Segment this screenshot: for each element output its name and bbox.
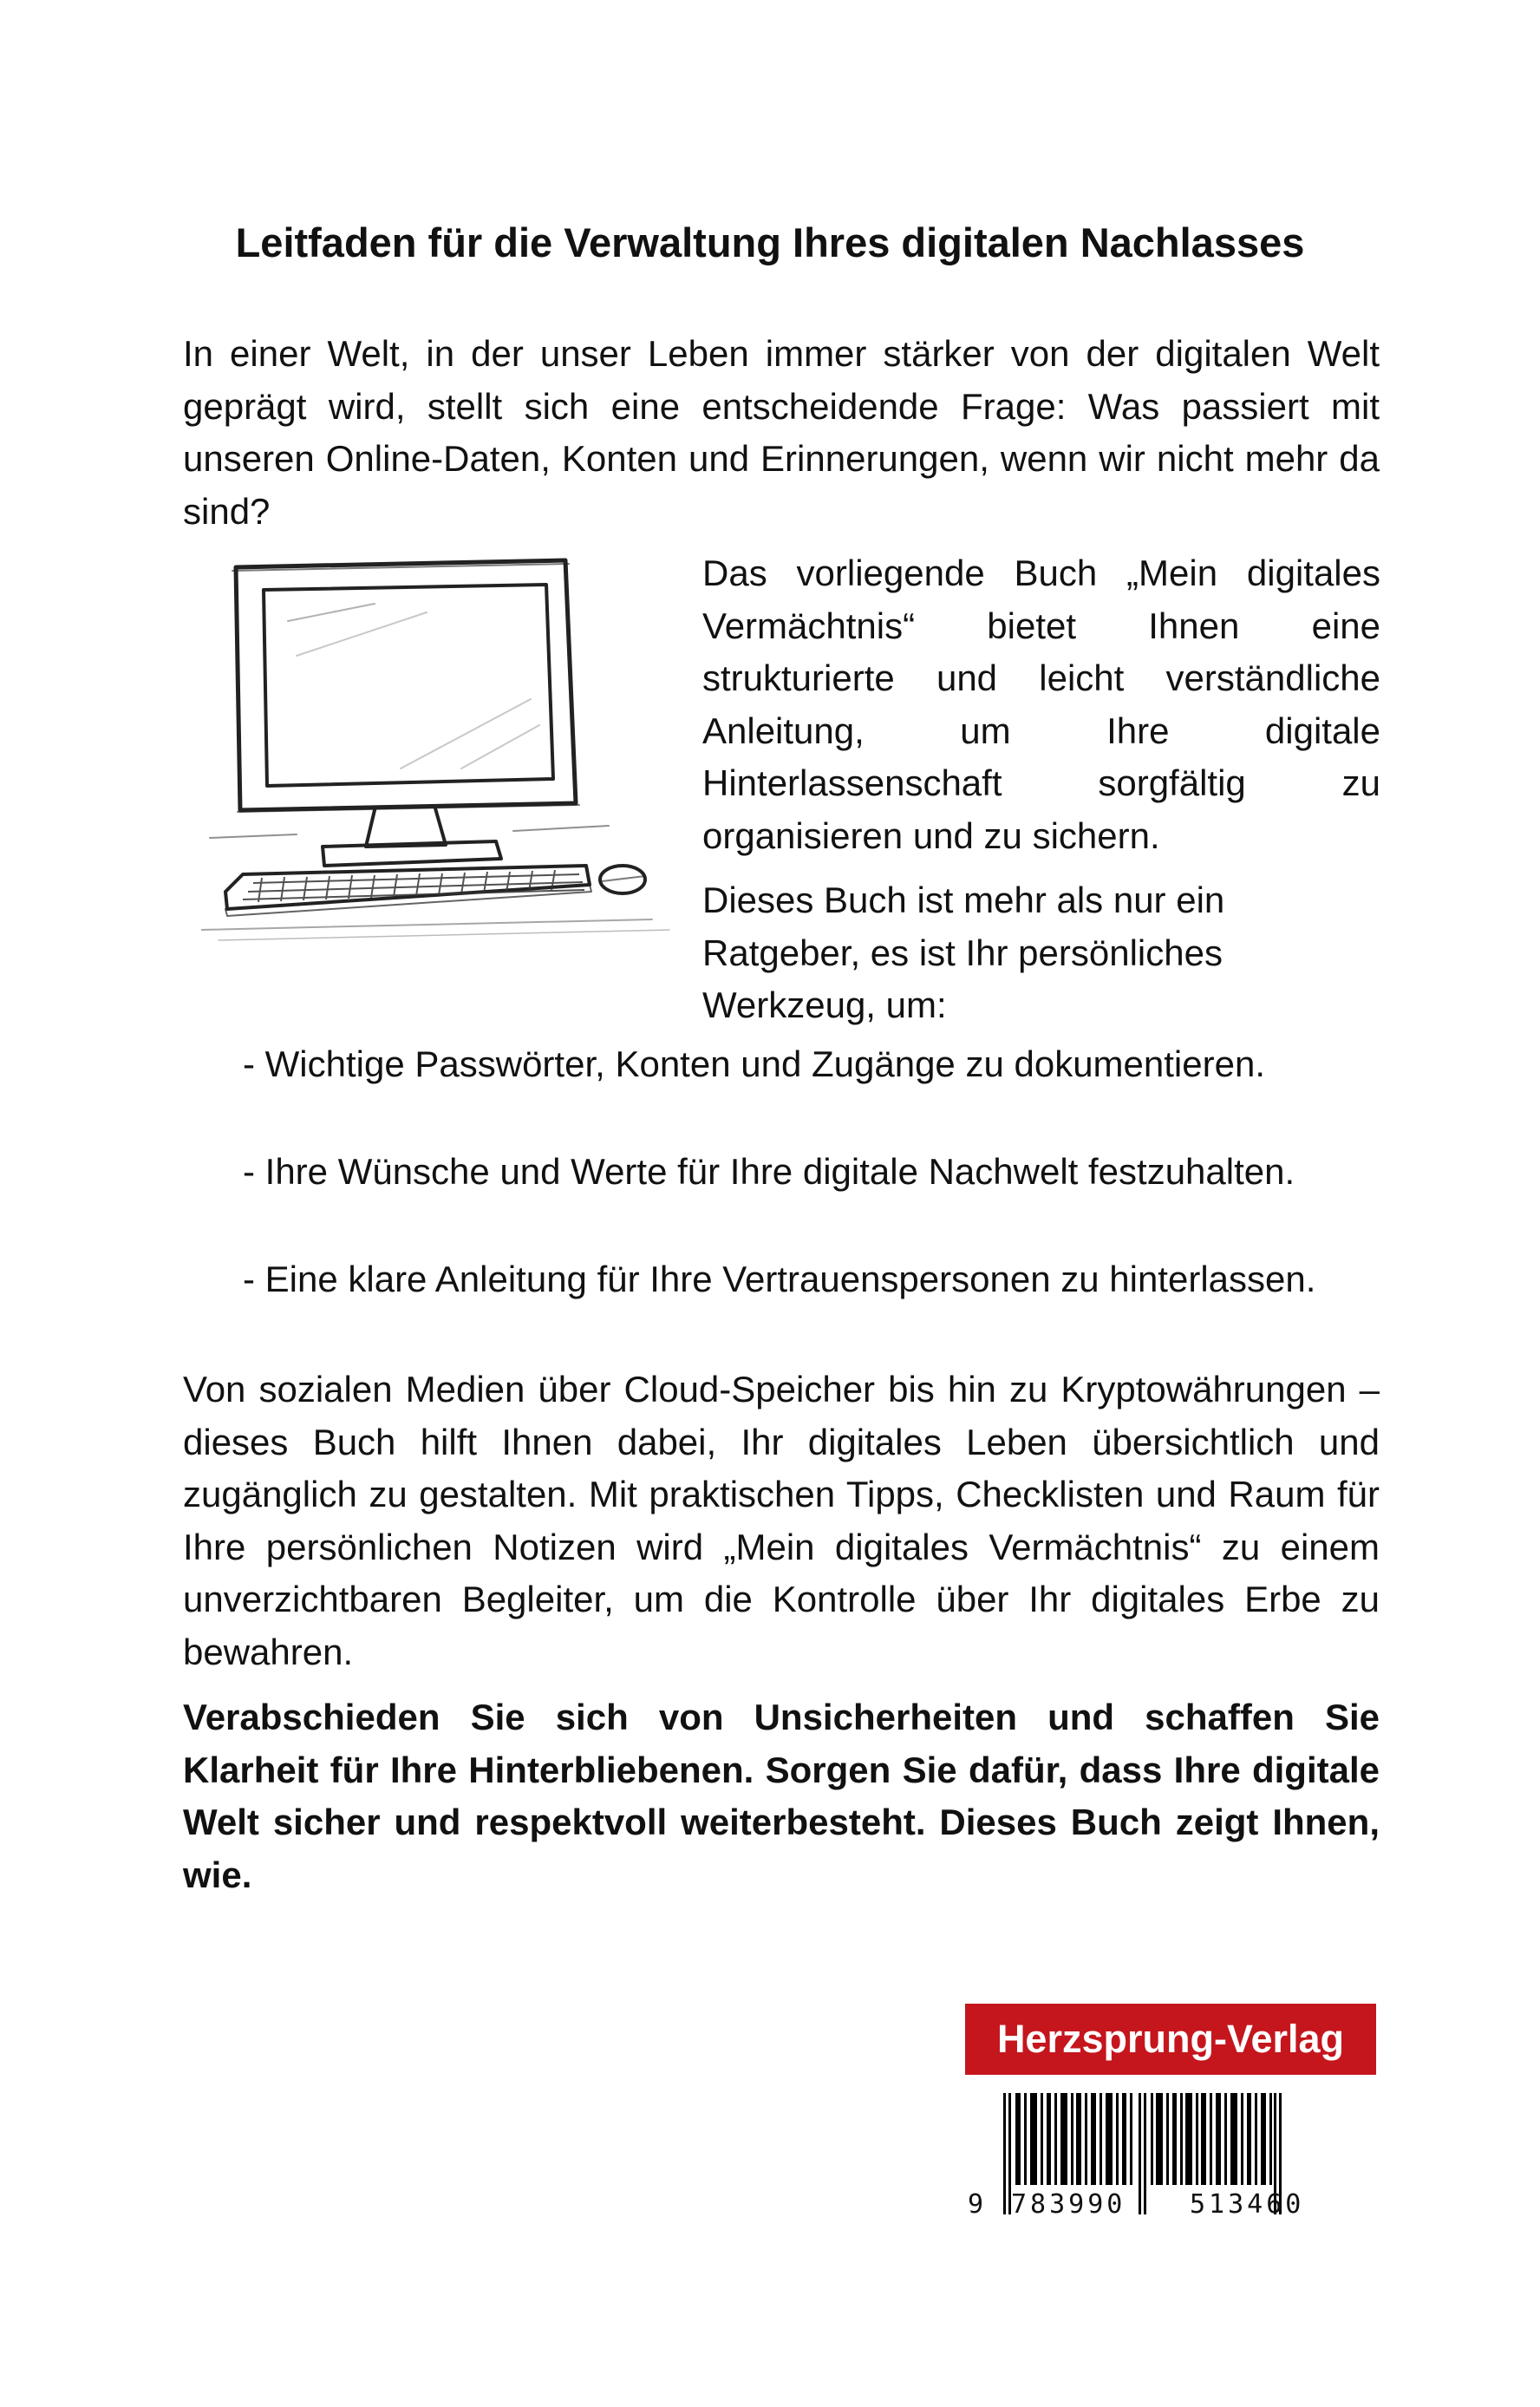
closing-paragraph: Verabschieden Sie sich von Unsicherheiten und schaffen Sie Klarheit für Ihre Hinterbliebenen. Sorgen Sie dafür, dass Ihre digitale Welt sicher und respektvoll weiterbesteht. Dieses Buch zeigt Ihnen, wie.: [183, 1697, 1380, 1895]
computer-sketch-icon: [201, 552, 676, 952]
publisher-badge: Herzsprung-Verlag: [965, 2004, 1376, 2075]
barcode-right-digits: 513460: [1190, 2189, 1305, 2220]
tool-intro-paragraph: Dieses Buch ist mehr als nur ein Ratgeber, es ist Ihr persönliches Werkzeug, um:: [702, 880, 1225, 1025]
book-description-paragraph: Das vorliegende Buch „Mein digitales Vermächtnis“ bietet Ihnen eine strukturierte und leicht verständliche Anleitung, um Ihre digitale Hinterlassenschaft sorgfältig zu organisieren und zu sichern.: [702, 553, 1380, 856]
list-item: - Eine klare Anleitung für Ihre Vertrauenspersonen zu hinterlassen.: [243, 1259, 1316, 1299]
list-item: - Wichtige Passwörter, Konten und Zugänge zu dokumentieren.: [243, 1043, 1265, 1084]
page-title: Leitfaden für die Verwaltung Ihres digitalen Nachlasses: [235, 219, 1305, 265]
intro-paragraph: In einer Welt, in der unser Leben immer stärker von der digitalen Welt geprägt wird, stellt sich eine entscheidende Frage: Was passiert mit unseren Online-Daten, Konten und Erinnerungen, wenn wir nicht mehr da sind?: [183, 333, 1380, 532]
barcode-left-digits: 783990: [1011, 2189, 1126, 2220]
barcode-first-digit: 9: [968, 2189, 988, 2220]
list-item: - Ihre Wünsche und Werte für Ihre digitale Nachwelt festzuhalten.: [243, 1151, 1295, 1192]
body-paragraph: Von sozialen Medien über Cloud-Speicher bis hin zu Kryptowährungen – dieses Buch hilft Ihnen dabei, Ihr digitales Leben übersichtlich und zugänglich zu gestalten. Mit praktischen Tipps, Checklisten und Raum für Ihre persönlichen Notizen wird „Mein digitales Vermächtnis“ zu einem unverzichtbaren Begleiter, um die Kontrolle über Ihr digitales Erbe zu bewahren.: [183, 1369, 1380, 1672]
